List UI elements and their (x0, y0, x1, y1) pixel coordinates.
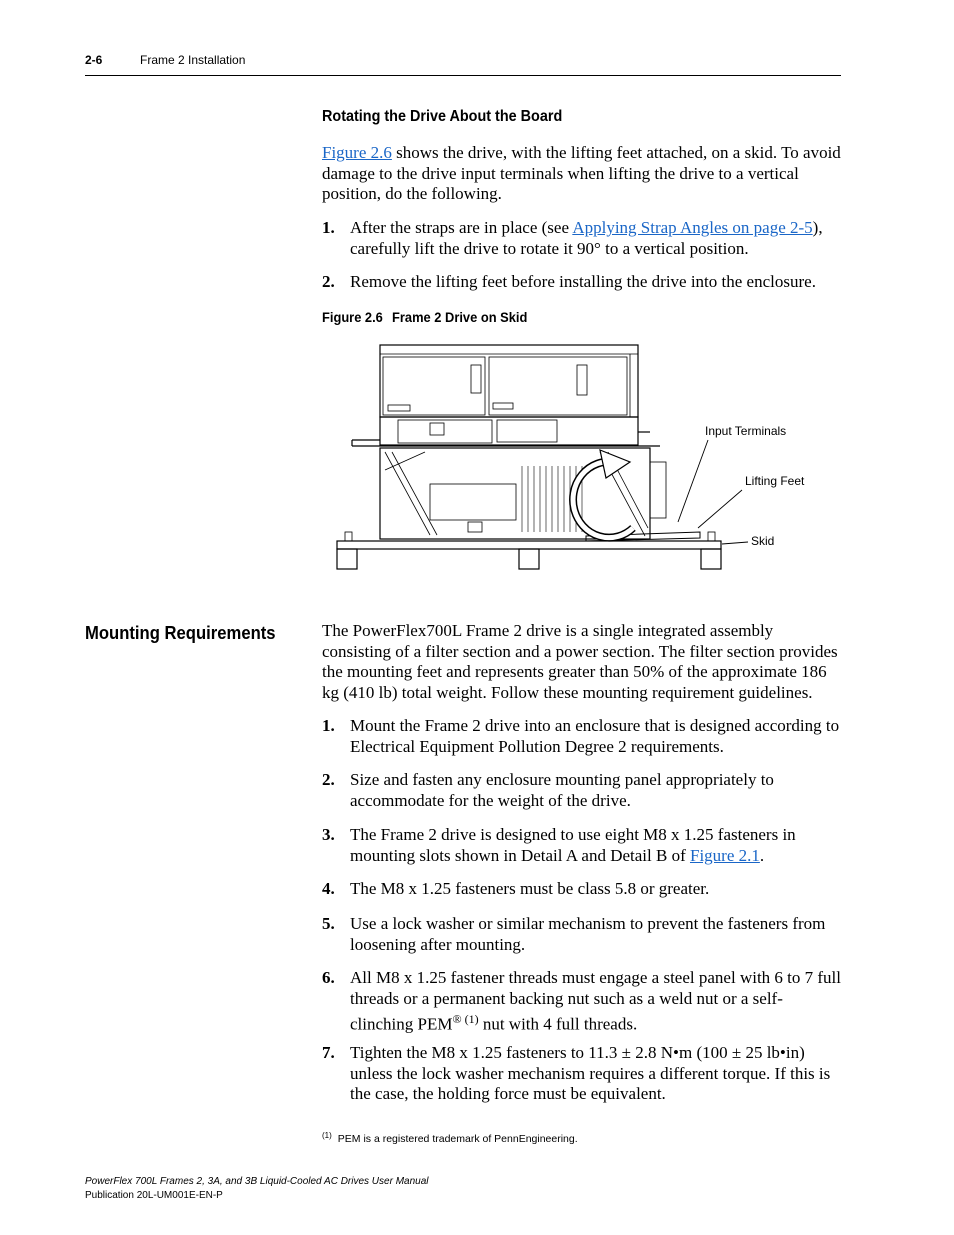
footer-publication: Publication 20L-UM001E-EN-P (85, 1190, 223, 1201)
step-text: ), carefully lift the drive to rotate it 90° to a vertical position. (350, 218, 823, 258)
step-text: After the straps are in place (see (350, 218, 573, 237)
footnote-text: PEM is a registered trademark of PennEngineering. (337, 1133, 578, 1145)
mounting-step-3 (322, 825, 842, 866)
strap-angles-link[interactable]: Applying Strap Angles on page 2-5 (572, 218, 813, 237)
rotating-step-1 (322, 218, 842, 259)
upper-cabinet (380, 345, 638, 417)
footnote-marker: (1) (322, 1131, 332, 1140)
step-number: 2. (322, 272, 335, 291)
section-heading-mounting: Mounting Requirements (85, 622, 276, 643)
step-number: 1. (322, 716, 335, 735)
middle-band (380, 417, 638, 445)
rotating-step-2 (322, 272, 842, 293)
footnote-reference[interactable]: ® (1) (452, 1012, 479, 1026)
step-number: 3. (322, 825, 335, 844)
mounting-step-4 (322, 879, 842, 900)
mounting-step-1 (322, 716, 842, 757)
step-text: All M8 x 1.25 fastener threads must engage a steel panel with 6 to 7 full threads or a permanent backing nut such as a weld nut or a self-clinching PEM (350, 968, 841, 1034)
figure-title: Frame 2 Drive on Skid (392, 309, 528, 325)
mounting-intro-paragraph: The PowerFlex700L Frame 2 drive is a single integrated assembly consisting of a filter section and a power section. The filter section provides the mounting feet and represents greater than 50% of the approximate 186 kg (410 lb) total weight. Follow these mounting requirement guidelines. (322, 621, 838, 702)
section-heading-rotating: Rotating the Drive About the Board (322, 108, 563, 125)
skid-board (337, 541, 721, 549)
rotation-arrowhead (600, 450, 630, 478)
mounting-step-2 (322, 770, 842, 811)
figure-number: Figure 2.6 (322, 309, 383, 325)
step-text: The Frame 2 drive is designed to use eight M8 x 1.25 fasteners in mounting slots shown in Detail A and Detail B of (350, 825, 796, 865)
step-text: . (759, 845, 765, 865)
step-number: 5. (322, 914, 335, 933)
figure-caption (322, 309, 527, 325)
step-number: 7. (322, 1043, 335, 1062)
step-number: 6. (322, 968, 335, 987)
step-text: The M8 x 1.25 fasteners must be class 5.8 or greater. (350, 879, 710, 898)
step-text: Remove the lifting feet before installing the drive into the enclosure. (350, 272, 816, 291)
step-text: Tighten the M8 x 1.25 fasteners to 11.3 ± 2.8 N•m (100 ± 25 lb•in) unless the lock washer mechanism requires a different torque. If this is the case, the holding force must be equivalent. (350, 1043, 831, 1103)
mounting-step-7 (322, 1043, 842, 1105)
input-terminals-leader (678, 440, 708, 522)
figure-2-1-link[interactable]: Figure 2.1 (689, 845, 760, 865)
step-number: 1. (322, 218, 335, 237)
mounting-step-6 (322, 968, 842, 1035)
header-rule (85, 75, 841, 76)
skid-leader (722, 542, 748, 544)
footer-manual-title: PowerFlex 700L Frames 2, 3A, and 3B Liquid-Cooled AC Drives User Manual (85, 1176, 429, 1187)
step-number: 4. (322, 879, 335, 898)
step-text: Mount the Frame 2 drive into an enclosure that is designed according to Electrical Equipment Pollution Degree 2 requirements. (350, 716, 840, 756)
callout-skid: Skid (751, 534, 775, 548)
callout-lifting-feet: Lifting Feet (745, 474, 805, 488)
lifting-feet-leader (698, 490, 742, 528)
rotating-intro-text: shows the drive, with the lifting feet attached, on a skid. To avoid damage to the drive input terminals when lifting the drive to a vertical position, do the following. (322, 143, 841, 203)
rotating-intro-paragraph (322, 143, 844, 205)
step-number: 2. (322, 770, 335, 789)
callout-input-terminals: Input Terminals (705, 424, 787, 438)
step-text: nut with 4 full threads. (478, 1014, 638, 1034)
footnote (322, 1131, 578, 1145)
step-text: Size and fasten any enclosure mounting panel appropriately to accommodate for the weight of the drive. (350, 770, 774, 810)
running-header: Frame 2 Installation (140, 53, 246, 67)
mounting-step-5 (322, 914, 842, 955)
step-text: Use a lock washer or similar mechanism to prevent the fasteners from loosening after mounting. (350, 914, 826, 954)
page-number: 2-6 (85, 53, 103, 67)
figure-2-6-link[interactable]: Figure 2.6 (322, 143, 392, 162)
